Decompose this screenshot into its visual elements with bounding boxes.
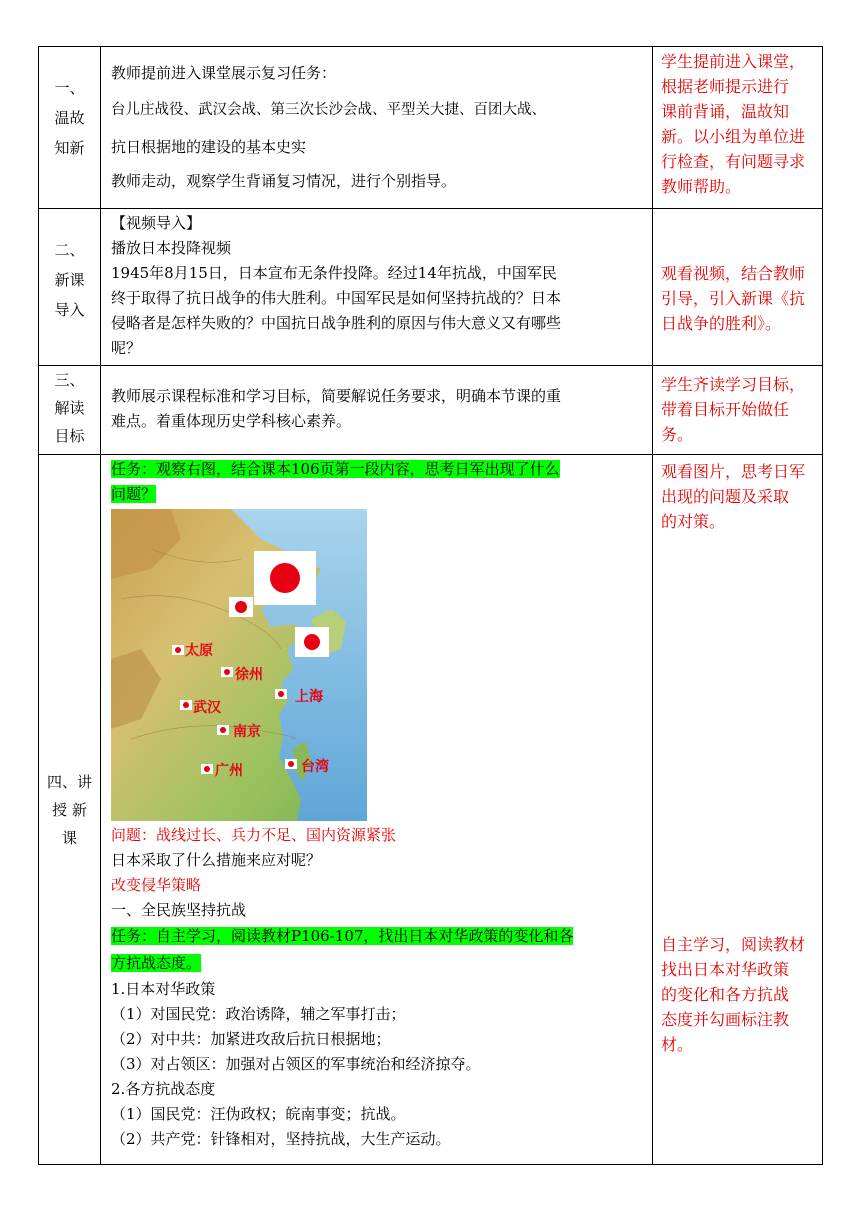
student-line: 自主学习，阅读教材 bbox=[661, 935, 806, 954]
step-label: 知新 bbox=[54, 139, 85, 157]
student-activity-cell bbox=[653, 366, 823, 455]
student-line: 带着目标开始做任 bbox=[661, 400, 790, 419]
student-line: 观看图片，思考日军 bbox=[661, 462, 806, 481]
table-row bbox=[39, 366, 823, 455]
step-label: 导入 bbox=[54, 301, 85, 319]
list-item: 2.各方抗战态度 bbox=[111, 1080, 216, 1098]
content-line: 呢？ bbox=[111, 339, 142, 357]
student-line: 的对策。 bbox=[661, 512, 726, 531]
map-label: 太原 bbox=[185, 642, 213, 658]
map-label: 南京 bbox=[233, 723, 261, 739]
step-label: 课 bbox=[61, 828, 77, 847]
student-line: 观看视频，结合教师 bbox=[661, 264, 806, 283]
content-line: 改变侵华策略 bbox=[111, 876, 202, 894]
student-line: 学生齐读学习目标， bbox=[661, 375, 806, 394]
teacher-activity-cell bbox=[101, 209, 653, 366]
student-activity-cell bbox=[653, 209, 823, 366]
map-label: 广州 bbox=[215, 762, 243, 778]
east-china-map bbox=[111, 509, 367, 821]
student-activity-cell bbox=[653, 455, 823, 1165]
student-line: 日战争的胜利》。 bbox=[661, 314, 782, 333]
map-label: 武汉 bbox=[193, 699, 221, 715]
student-line: 找出日本对华政策 bbox=[661, 960, 790, 979]
content-line: 侵略者是怎样失败的？中国抗日战争胜利的原因与伟大意义又有哪些 bbox=[111, 314, 562, 332]
content-line: 教师提前进入课堂展示复习任务： bbox=[111, 64, 337, 82]
task-highlight: 方抗战态度。 bbox=[111, 954, 202, 972]
content-line: 问题：战线过长、兵力不足、国内资源紧张 bbox=[111, 826, 397, 844]
student-line: 态度并勾画标注教 bbox=[661, 1010, 790, 1029]
task-highlight: 任务：自主学习，阅读教材P106-107，找出日本对华政策的变化和各 bbox=[111, 927, 574, 945]
map-label: 徐州 bbox=[235, 666, 263, 682]
student-line: 课前背诵，温故知 bbox=[661, 102, 790, 121]
list-item: （2）共产党：针锋相对，坚持抗战，大生产运动。 bbox=[111, 1130, 451, 1148]
section-heading: 一、全民族坚持抗战 bbox=[111, 901, 247, 919]
content-line: 难点。着重体现历史学科核心素养。 bbox=[111, 412, 352, 430]
step-label: 三、 bbox=[54, 371, 85, 389]
content-line: 【视频导入】 bbox=[111, 214, 202, 232]
content-line: 播放日本投降视频 bbox=[111, 239, 232, 257]
list-item: （1）国民党：汪伪政权；皖南事变；抗战。 bbox=[111, 1105, 406, 1123]
step-label: 一、 bbox=[54, 79, 85, 97]
content-line: 教师展示课程标准和学习目标，简要解说任务要求，明确本节课的重 bbox=[111, 387, 562, 405]
step-label: 二、 bbox=[54, 241, 85, 259]
step-cell bbox=[39, 209, 101, 366]
japan-flag-large bbox=[254, 551, 316, 605]
content-line: 教师走动，观察学生背诵复习情况，进行个别指导。 bbox=[111, 172, 457, 190]
student-activity-cell bbox=[653, 47, 823, 209]
teacher-activity-cell bbox=[101, 455, 653, 1165]
list-item: 1.日本对华政策 bbox=[111, 980, 216, 998]
student-line: 引导，引入新课《抗 bbox=[661, 289, 806, 308]
student-line: 务。 bbox=[661, 425, 694, 444]
step-label: 解读 bbox=[54, 399, 85, 417]
task-highlight: 任务：观察右图，结合课本106页第一段内容，思考日军出现了什么 bbox=[111, 460, 560, 478]
student-line: 教师帮助。 bbox=[661, 177, 742, 196]
student-line: 学生提前进入课堂， bbox=[661, 52, 806, 71]
step-label: 授 新 bbox=[52, 800, 87, 819]
step-label: 四、讲 bbox=[46, 772, 92, 791]
task-highlight: 问题？ bbox=[111, 485, 157, 503]
step-cell bbox=[39, 47, 101, 209]
student-line: 材。 bbox=[661, 1035, 694, 1054]
list-item: （1）对国民党：政治诱降，辅之军事打击； bbox=[111, 1005, 406, 1023]
step-label: 目标 bbox=[54, 427, 85, 445]
teacher-activity-cell bbox=[101, 366, 653, 455]
list-item: （2）对中共：加紧进攻敌后抗日根据地； bbox=[111, 1030, 391, 1048]
map-label: 上海 bbox=[295, 688, 323, 704]
step-cell bbox=[39, 366, 101, 455]
content-line: 1945年8月15日，日本宣布无条件投降。经过14年抗战，中国军民 bbox=[111, 264, 557, 282]
content-line: 抗日根据地的建设的基本史实 bbox=[111, 138, 307, 156]
step-label: 温故 bbox=[54, 109, 85, 127]
content-line: 台儿庄战役、武汉会战、第三次长沙会战、平型关大捷、百团大战、 bbox=[111, 102, 546, 118]
step-cell bbox=[39, 455, 101, 1165]
table-row bbox=[39, 455, 823, 1165]
map-label: 台湾 bbox=[301, 758, 329, 774]
step-label: 新课 bbox=[54, 271, 85, 289]
table-row bbox=[39, 209, 823, 366]
student-line: 的变化和各方抗战 bbox=[661, 985, 790, 1004]
student-line: 根据老师提示进行 bbox=[661, 77, 790, 96]
student-line: 行检查，有问题寻求 bbox=[661, 152, 806, 171]
student-line: 出现的问题及采取 bbox=[661, 487, 790, 506]
table-row bbox=[39, 47, 823, 209]
teacher-activity-cell bbox=[101, 47, 653, 209]
list-item: （3）对占领区：加强对占领区的军事统治和经济掠夺。 bbox=[111, 1055, 481, 1073]
content-line: 日本采取了什么措施来应对呢？ bbox=[111, 851, 322, 869]
lesson-plan-table bbox=[38, 46, 823, 1165]
student-line: 新。以小组为单位进 bbox=[661, 127, 806, 146]
content-line: 终于取得了抗日战争的伟大胜利。中国军民是如何坚持抗战的？日本 bbox=[111, 289, 562, 307]
